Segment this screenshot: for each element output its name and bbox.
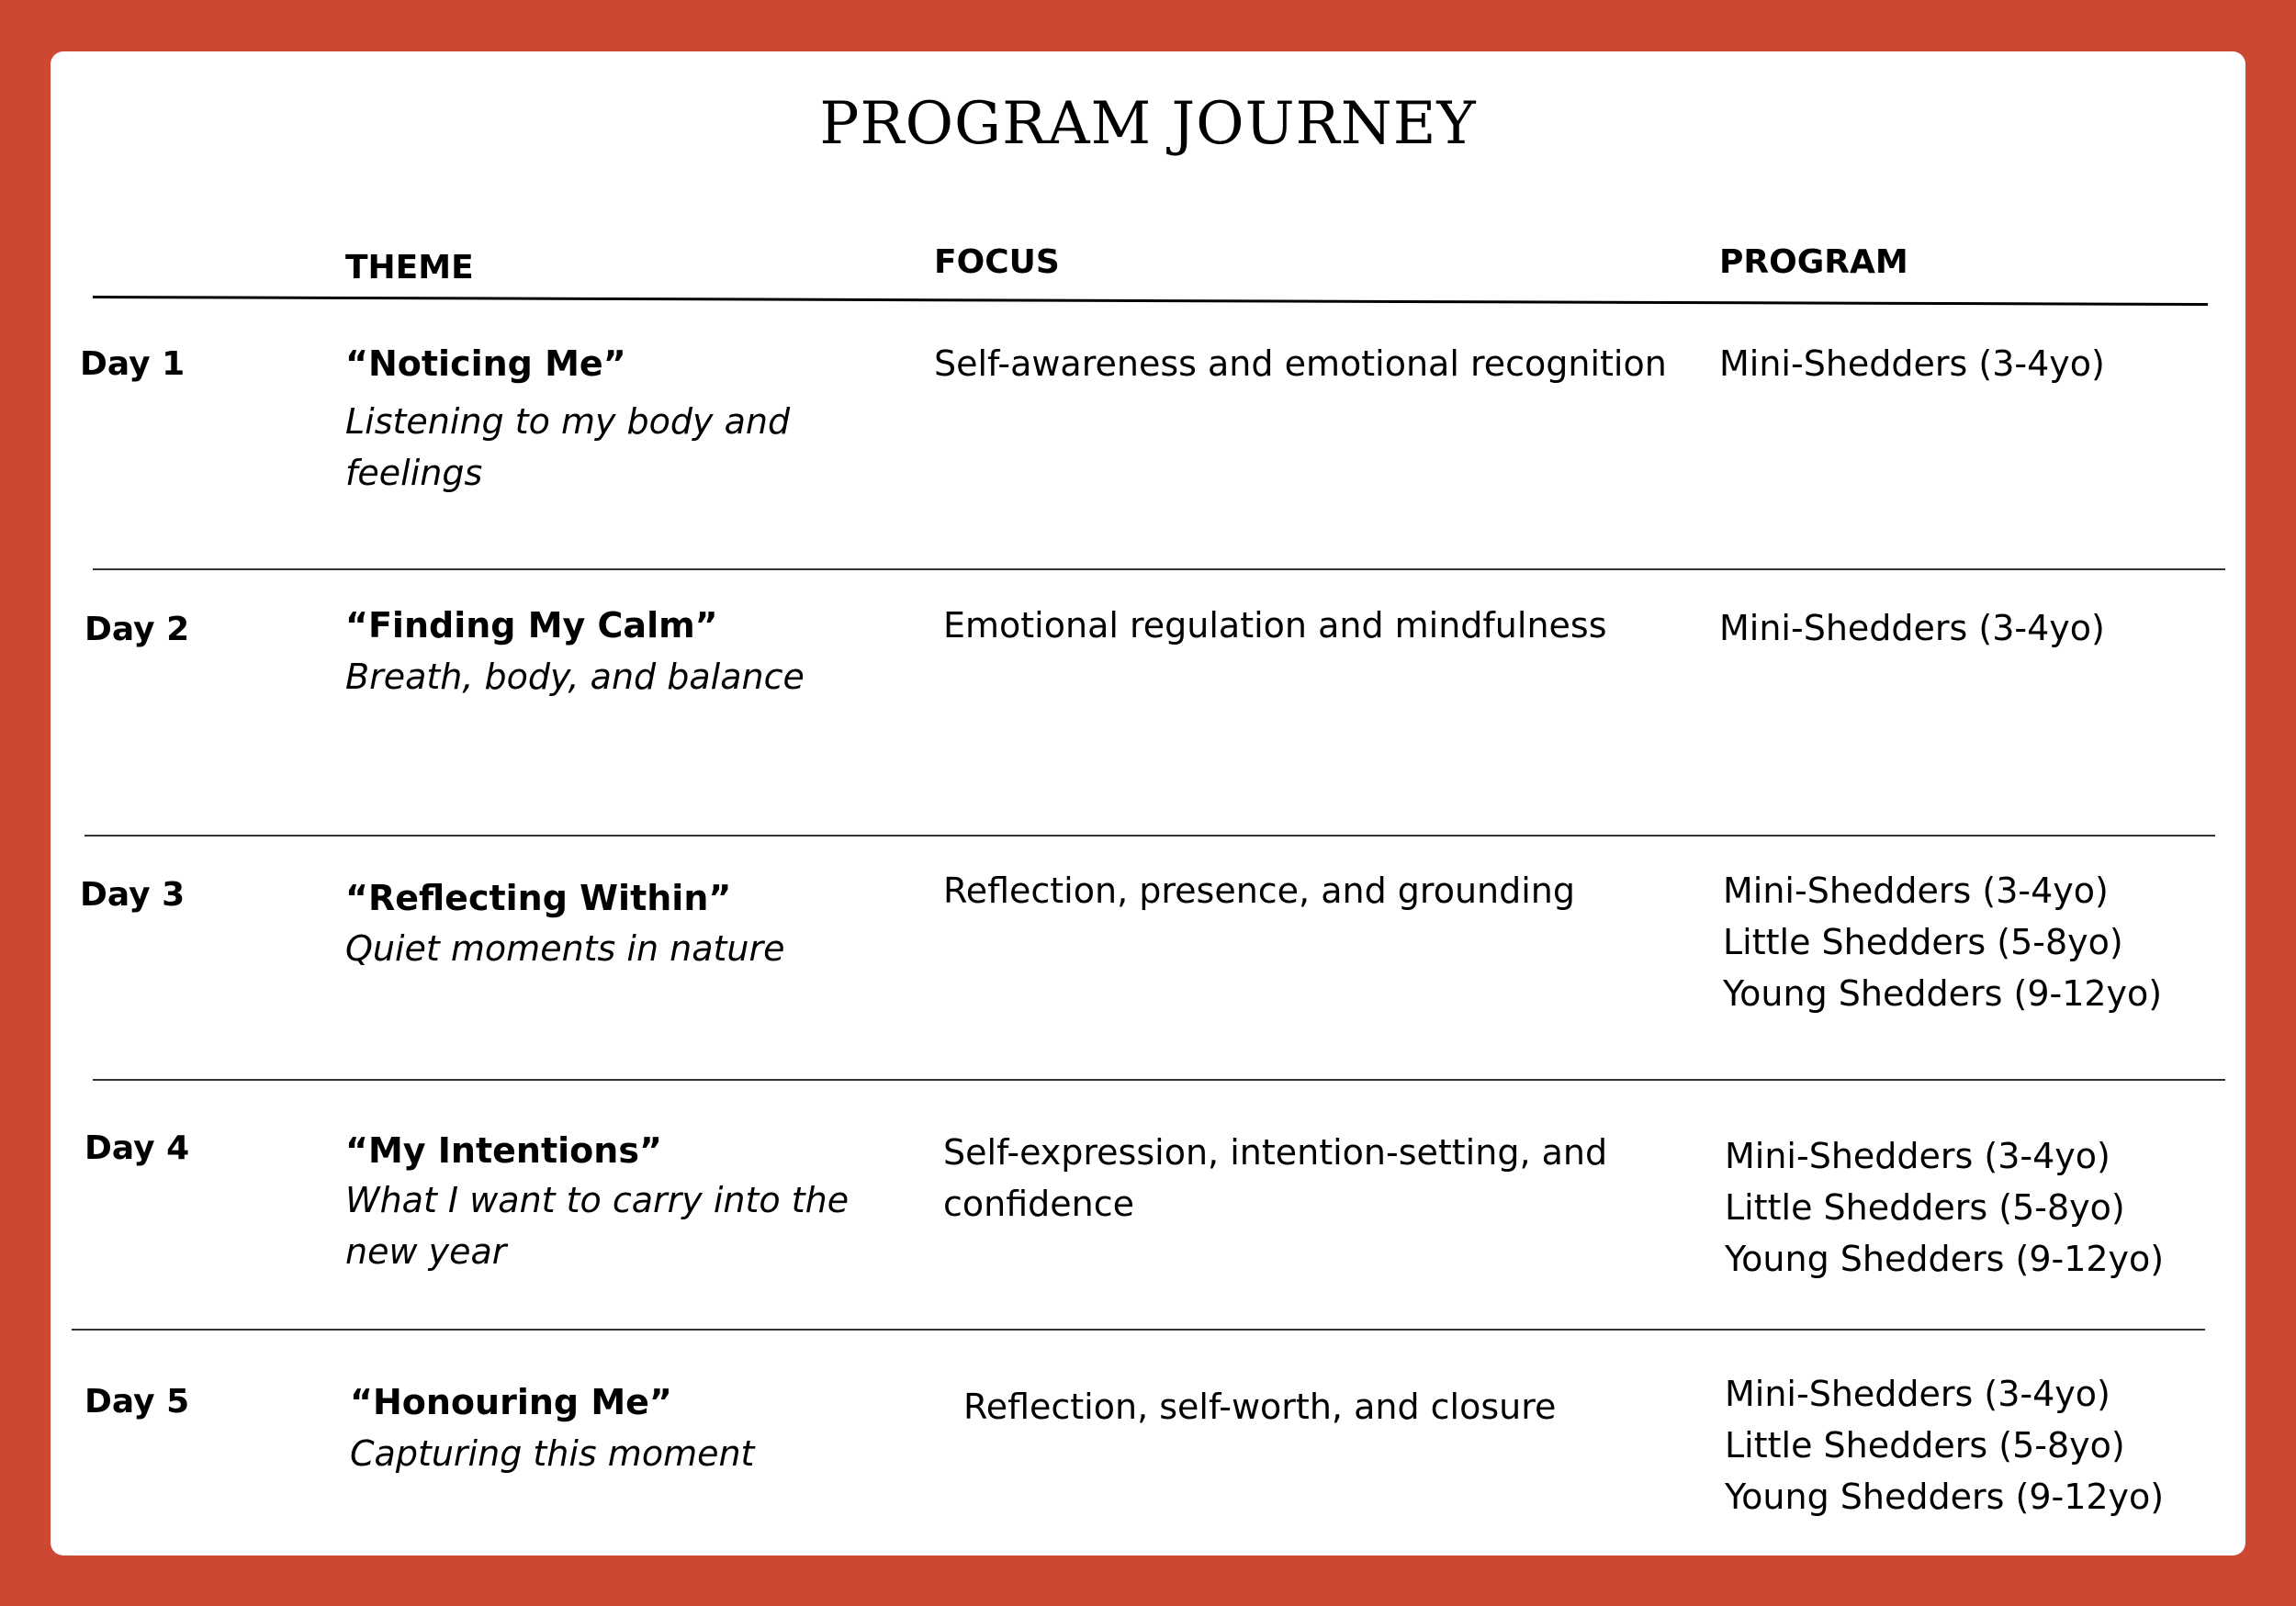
theme-subtitle: Quiet moments in nature: [345, 928, 785, 969]
program-item: Mini-Shedders (3-4yo): [1719, 343, 2105, 384]
program-item: Little Shedders (5-8yo): [1723, 922, 2123, 962]
focus-text: Reflection, self-worth, and closure: [963, 1387, 1557, 1427]
header-focus: FOCUS: [934, 243, 1060, 281]
day-label: Day 1: [80, 345, 186, 383]
theme-subtitle: Capturing this moment: [350, 1433, 755, 1474]
program-item: Young Shedders (9-12yo): [1723, 973, 2163, 1014]
focus-text: Self-awareness and emotional recognition: [934, 343, 1667, 384]
day-label: Day 3: [80, 876, 186, 914]
theme-title: “Finding My Calm”: [345, 605, 718, 646]
program-item: Mini-Shedders (3-4yo): [1725, 1374, 2110, 1414]
row-divider: [84, 835, 2215, 837]
program-list: [1719, 602, 2105, 654]
row-divider: [72, 1329, 2205, 1331]
theme-subtitle: Listening to my body and feelings: [345, 401, 791, 493]
focus-text: Emotional regulation and mindfulness: [943, 605, 1607, 646]
program-item: Young Shedders (9-12yo): [1725, 1239, 2165, 1279]
theme-title: “My Intentions”: [345, 1130, 662, 1171]
header-program: PROGRAM: [1719, 243, 1908, 281]
program-item: Little Shedders (5-8yo): [1725, 1425, 2125, 1466]
program-item: Mini-Shedders (3-4yo): [1723, 870, 2109, 911]
program-list: [1725, 1130, 2164, 1285]
theme-title: “Reflecting Within”: [345, 878, 732, 918]
header-theme: THEME: [345, 249, 474, 286]
day-label: Day 5: [84, 1383, 190, 1421]
program-item: Young Shedders (9-12yo): [1725, 1477, 2165, 1517]
focus-text: Self-expression, intention-setting, and confidence: [943, 1132, 1608, 1224]
theme-subtitle: What I want to carry into the new year: [345, 1180, 850, 1272]
theme-subtitle: Breath, body, and balance: [345, 657, 805, 697]
program-item: Mini-Shedders (3-4yo): [1719, 608, 2105, 648]
row-divider: [93, 1079, 2225, 1081]
day-label: Day 4: [84, 1129, 190, 1167]
program-list: [1723, 865, 2162, 1019]
day-label: Day 2: [84, 611, 190, 648]
program-list: [1725, 1368, 2164, 1522]
theme-title: “Honouring Me”: [350, 1382, 672, 1422]
focus-text: Reflection, presence, and grounding: [943, 870, 1575, 911]
program-list: [1719, 338, 2105, 389]
page-title: PROGRAM JOURNEY: [819, 90, 1477, 158]
program-item: Mini-Shedders (3-4yo): [1725, 1136, 2110, 1176]
theme-title: “Noticing Me”: [345, 343, 626, 384]
program-item: Little Shedders (5-8yo): [1725, 1187, 2125, 1228]
row-divider: [93, 568, 2225, 570]
